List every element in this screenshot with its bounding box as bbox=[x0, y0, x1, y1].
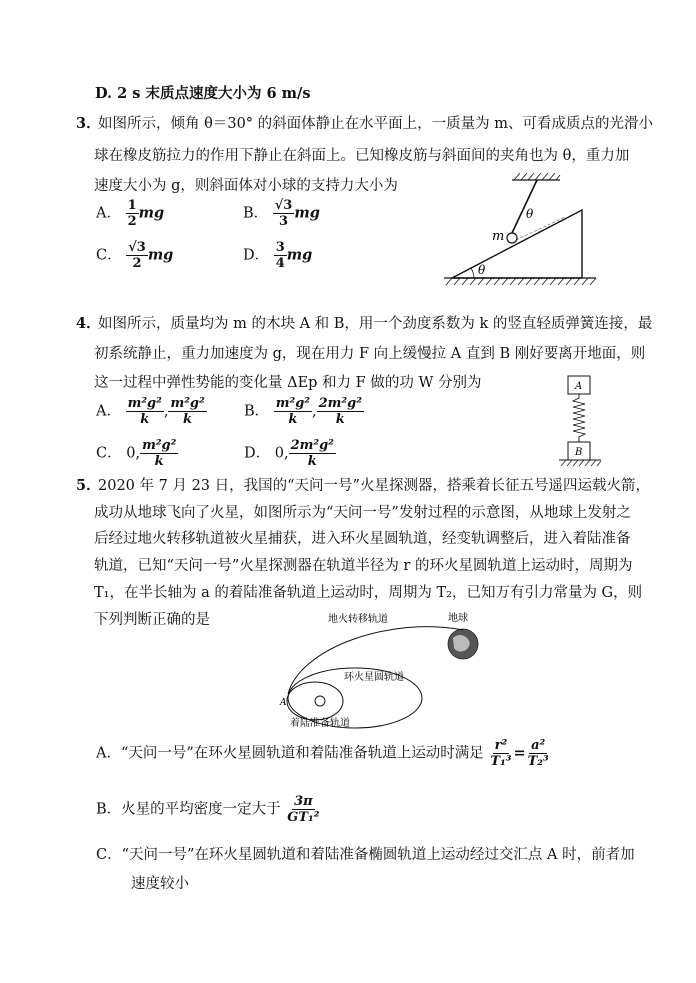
fraction-denominator: T₁³ bbox=[490, 754, 512, 769]
fraction-denominator: k bbox=[140, 412, 150, 427]
circular-orbit-label: 环火星圆轨道 bbox=[344, 672, 404, 683]
spring bbox=[573, 394, 585, 442]
q3-stem-line1: 如图所示，倾角 θ＝30° 的斜面体静止在水平面上，一质量为 m、可看成质点的光滑小 bbox=[98, 116, 654, 132]
q3-option-c-label: C． bbox=[96, 247, 122, 264]
landing-orbit-label: 着陆准备轨道 bbox=[290, 718, 350, 729]
q5-option-b bbox=[96, 794, 321, 825]
fraction-numerator: √3 bbox=[274, 198, 293, 213]
q5-stem-line3: 后经过地火转移轨道被火星捕获，进入环火星圆轨道，经变轨调整后，进入着陆准备 bbox=[94, 531, 631, 547]
q2-option-d: D. 2 s 末质点速度大小为 6 m/s bbox=[95, 85, 311, 102]
equals-sign: = bbox=[513, 744, 526, 762]
mars-icon bbox=[315, 696, 325, 706]
q4-option-b-fraction-1 bbox=[274, 396, 312, 427]
q4-option-b-fraction-2 bbox=[317, 396, 364, 427]
q5-option-c-line2: 速度较小 bbox=[131, 876, 189, 892]
q3-stem-line3: 速度大小为 g，则斜面体对小球的支持力大小为 bbox=[94, 178, 398, 194]
mass-label: m bbox=[492, 229, 505, 244]
ball bbox=[507, 233, 517, 243]
q5-option-b-fraction bbox=[285, 794, 321, 825]
fraction-denominator: T₂³ bbox=[527, 754, 549, 769]
q4-option-a-label: A． bbox=[96, 403, 121, 420]
fraction-numerator: 1 bbox=[127, 198, 137, 213]
q4-option-d-label: D． bbox=[244, 445, 271, 462]
fraction-denominator: 2 bbox=[132, 256, 142, 271]
q5-orbit-figure bbox=[270, 608, 500, 730]
theta-label-top: θ bbox=[526, 207, 534, 221]
fraction-numerator: r² bbox=[494, 738, 508, 753]
q4-option-a-fraction-2 bbox=[168, 396, 206, 427]
fraction-numerator: 3π bbox=[294, 794, 313, 809]
q4-number: 4． bbox=[76, 315, 101, 332]
q4-stem-line1: 如图所示，质量均为 m 的木块 A 和 B，用一个劲度系数为 k 的竖直轻质弹簧连接，最 bbox=[98, 316, 653, 332]
q5-stem-line5: T₁，在半长轴为 a 的着陆准备轨道上运动时，周期为 T₂，已知万有引力常量为 G，则 bbox=[94, 585, 643, 601]
fraction-numerator: m²g² bbox=[142, 438, 177, 453]
q5-number: 5． bbox=[76, 477, 101, 494]
q5-option-a-fraction-2 bbox=[526, 738, 551, 769]
block-b-label: B bbox=[575, 447, 583, 458]
q4-option-c bbox=[96, 438, 178, 469]
q5-stem-line4: 轨道，已知“天问一号”火星探测器在轨道半径为 r 的环火星圆轨道上运动时，周期为 bbox=[94, 558, 633, 574]
q4-spring-figure bbox=[555, 370, 605, 470]
fraction-numerator: a² bbox=[531, 738, 546, 753]
q4-option-d bbox=[244, 438, 336, 469]
fraction-denominator: k bbox=[335, 412, 345, 427]
q3-option-d-fraction bbox=[274, 240, 287, 271]
fraction-numerator: m²g² bbox=[170, 396, 205, 411]
q4-option-a-fraction-1 bbox=[126, 396, 164, 427]
transfer-orbit bbox=[288, 627, 463, 694]
q5-option-b-text: B．火星的平均密度一定大于 bbox=[96, 801, 281, 818]
earth-label: 地球 bbox=[448, 613, 468, 624]
block-a-label: A bbox=[575, 381, 583, 392]
theta-label-bottom: θ bbox=[478, 263, 486, 277]
q3-option-c-fraction bbox=[126, 240, 148, 271]
option-term: mg bbox=[294, 204, 320, 222]
fraction-numerator: m²g² bbox=[275, 396, 310, 411]
q5-option-a-text: A．“天问一号”在环火星圆轨道和着陆准备轨道上运动时满足 bbox=[96, 745, 484, 762]
fraction-numerator: √3 bbox=[128, 240, 146, 255]
q3-option-b-label: B． bbox=[243, 205, 269, 222]
fraction-denominator: k bbox=[154, 454, 164, 469]
q3-option-a bbox=[96, 198, 164, 229]
q5-option-c-line1: C．“天问一号”在环火星圆轨道和着陆准备椭圆轨道上运动经过交汇点 A 时，前者加 bbox=[96, 847, 635, 863]
option-term: mg bbox=[138, 204, 165, 222]
fraction-denominator: GT₁² bbox=[287, 810, 320, 825]
q4-option-c-zero: 0, bbox=[126, 445, 141, 462]
q3-incline-figure bbox=[440, 170, 600, 288]
fraction-numerator: 3 bbox=[275, 240, 285, 255]
fraction-denominator: k bbox=[307, 454, 317, 469]
q5-option-a-fraction-1 bbox=[488, 738, 513, 769]
q4-option-b: B． $\frac{\text{m²g²}}{k}$ , $\frac{\text{2m²g²}}{k}$ bbox=[244, 396, 362, 427]
q4-stem-line2: 初系统静止，重力加速度为 g，现在用力 F 向上缓慢拉 A 直到 B 刚好要离开地面，则 bbox=[94, 346, 646, 362]
fraction-denominator: k bbox=[183, 412, 193, 427]
fraction-denominator: k bbox=[288, 412, 298, 427]
option-term: mg bbox=[147, 246, 174, 264]
q3-stem-line2: 球在橡皮筋拉力的作用下静止在斜面上。已知橡皮筋与斜面间的夹角也为 θ，重力加 bbox=[94, 148, 630, 164]
incline-block bbox=[452, 210, 582, 278]
q3-option-a-fraction bbox=[126, 198, 139, 229]
q3-option-b bbox=[243, 198, 320, 229]
q5-stem-line6: 下列判断正确的是 bbox=[94, 612, 210, 628]
q3-option-c bbox=[96, 240, 173, 271]
q5-stem-line2: 成功从地球飞向了火星，如图所示为“天问一号”发射过程的示意图，从地球上发射之 bbox=[94, 505, 631, 521]
q4-stem-line3: 这一过程中弹性势能的变化量 ΔEp 和力 F 做的功 W 分别为 bbox=[94, 375, 482, 391]
transfer-orbit-label: 地火转移轨道 bbox=[328, 614, 388, 625]
fraction-denominator: 4 bbox=[275, 256, 285, 271]
q3-option-b-fraction bbox=[273, 198, 295, 229]
fraction-denominator: 3 bbox=[279, 214, 289, 229]
option-term: mg bbox=[286, 246, 313, 264]
fraction-numerator: 2m²g² bbox=[318, 396, 362, 411]
q3-option-a-label: A． bbox=[96, 205, 121, 222]
q4-option-b-label: B． bbox=[244, 403, 270, 420]
rubber-band bbox=[512, 180, 537, 233]
q5-option-a bbox=[96, 738, 551, 769]
q3-option-d bbox=[243, 240, 312, 271]
fraction-numerator: m²g² bbox=[127, 396, 162, 411]
q4-option-d-zero: 0, bbox=[274, 445, 289, 462]
fraction-denominator: 2 bbox=[127, 214, 137, 229]
fraction-numerator: 2m²g² bbox=[290, 438, 334, 453]
q4-option-a: A． $\frac{\text{m²g²}}{k}$ , $\frac{\text{m²g²}}{k}$ bbox=[96, 396, 205, 427]
q4-option-c-fraction bbox=[140, 438, 178, 469]
q4-option-c-label: C． bbox=[96, 445, 122, 462]
q3-option-d-label: D． bbox=[243, 247, 270, 264]
q3-number: 3． bbox=[76, 115, 101, 132]
point-a-label: A bbox=[280, 698, 287, 708]
q5-stem-line1: 2020 年 7 月 23 日，我国的“天问一号”火星探测器，搭乘着长征五号遥四运载火箭， bbox=[98, 478, 650, 494]
q4-option-d-fraction bbox=[289, 438, 336, 469]
